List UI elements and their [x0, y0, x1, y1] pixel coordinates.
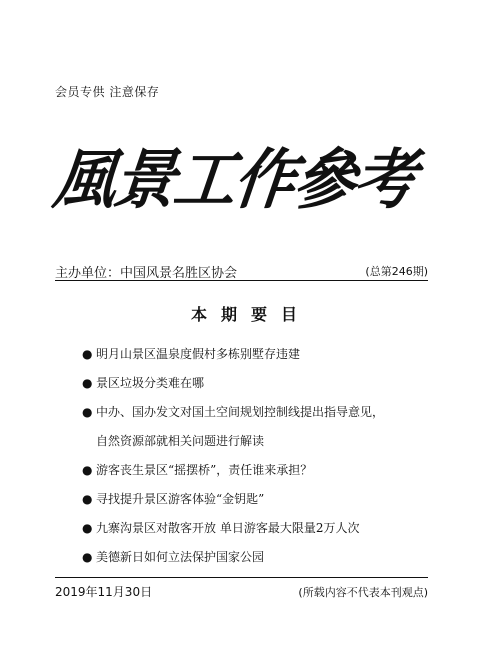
contents-item-text: 景区垃圾分类难在哪 — [96, 376, 205, 390]
bottom-divider — [55, 577, 428, 578]
bullet-icon: ● — [82, 376, 93, 390]
bullet-icon: ● — [82, 405, 93, 419]
bullet-icon: ● — [82, 347, 93, 361]
contents-item-text: 寻找提升景区游客体验“金钥匙” — [96, 492, 265, 506]
contents-item-text: 明月山景区温泉度假村多栋别墅存违建 — [96, 347, 301, 361]
bullet-icon: ● — [82, 492, 93, 506]
member-note: 会员专供 注意保存 — [55, 85, 160, 99]
contents-title: 本期要目 — [190, 305, 311, 324]
contents-list — [82, 340, 412, 572]
top-divider — [55, 280, 428, 281]
bullet-icon: ● — [82, 463, 93, 477]
contents-item — [82, 369, 412, 398]
contents-item — [82, 485, 412, 514]
contents-item — [82, 514, 412, 543]
contents-item — [82, 543, 412, 572]
contents-item-text-continued: 自然资源部就相关问题进行解读 — [96, 434, 265, 448]
masthead-title: 風景工作參考 — [50, 141, 419, 218]
publisher-label: 主办单位：中国风景名胜区协会 — [55, 266, 238, 281]
footer — [55, 583, 428, 601]
contents-item-text: 中办、国办发文对国土空间规划控制线提出指导意见， — [96, 405, 385, 419]
contents-item — [82, 340, 412, 369]
contents-item-text: 游客丧生景区“摇摆桥”，责任谁来承担？ — [96, 463, 313, 477]
publisher-row — [55, 262, 428, 280]
bullet-icon: ● — [82, 550, 93, 564]
bullet-icon: ● — [82, 521, 93, 535]
issue-number: (总第246期) — [365, 265, 428, 278]
disclaimer: (所载内容不代表本刊观点) — [298, 586, 428, 599]
issue-date: 2019年11月30日 — [55, 585, 153, 599]
contents-item-text: 美德新日如何立法保护国家公园 — [96, 550, 265, 564]
contents-item-text: 九寨沟景区对散客开放 单日游客最大限量2万人次 — [96, 521, 360, 535]
contents-item — [82, 398, 412, 456]
contents-item — [82, 456, 412, 485]
